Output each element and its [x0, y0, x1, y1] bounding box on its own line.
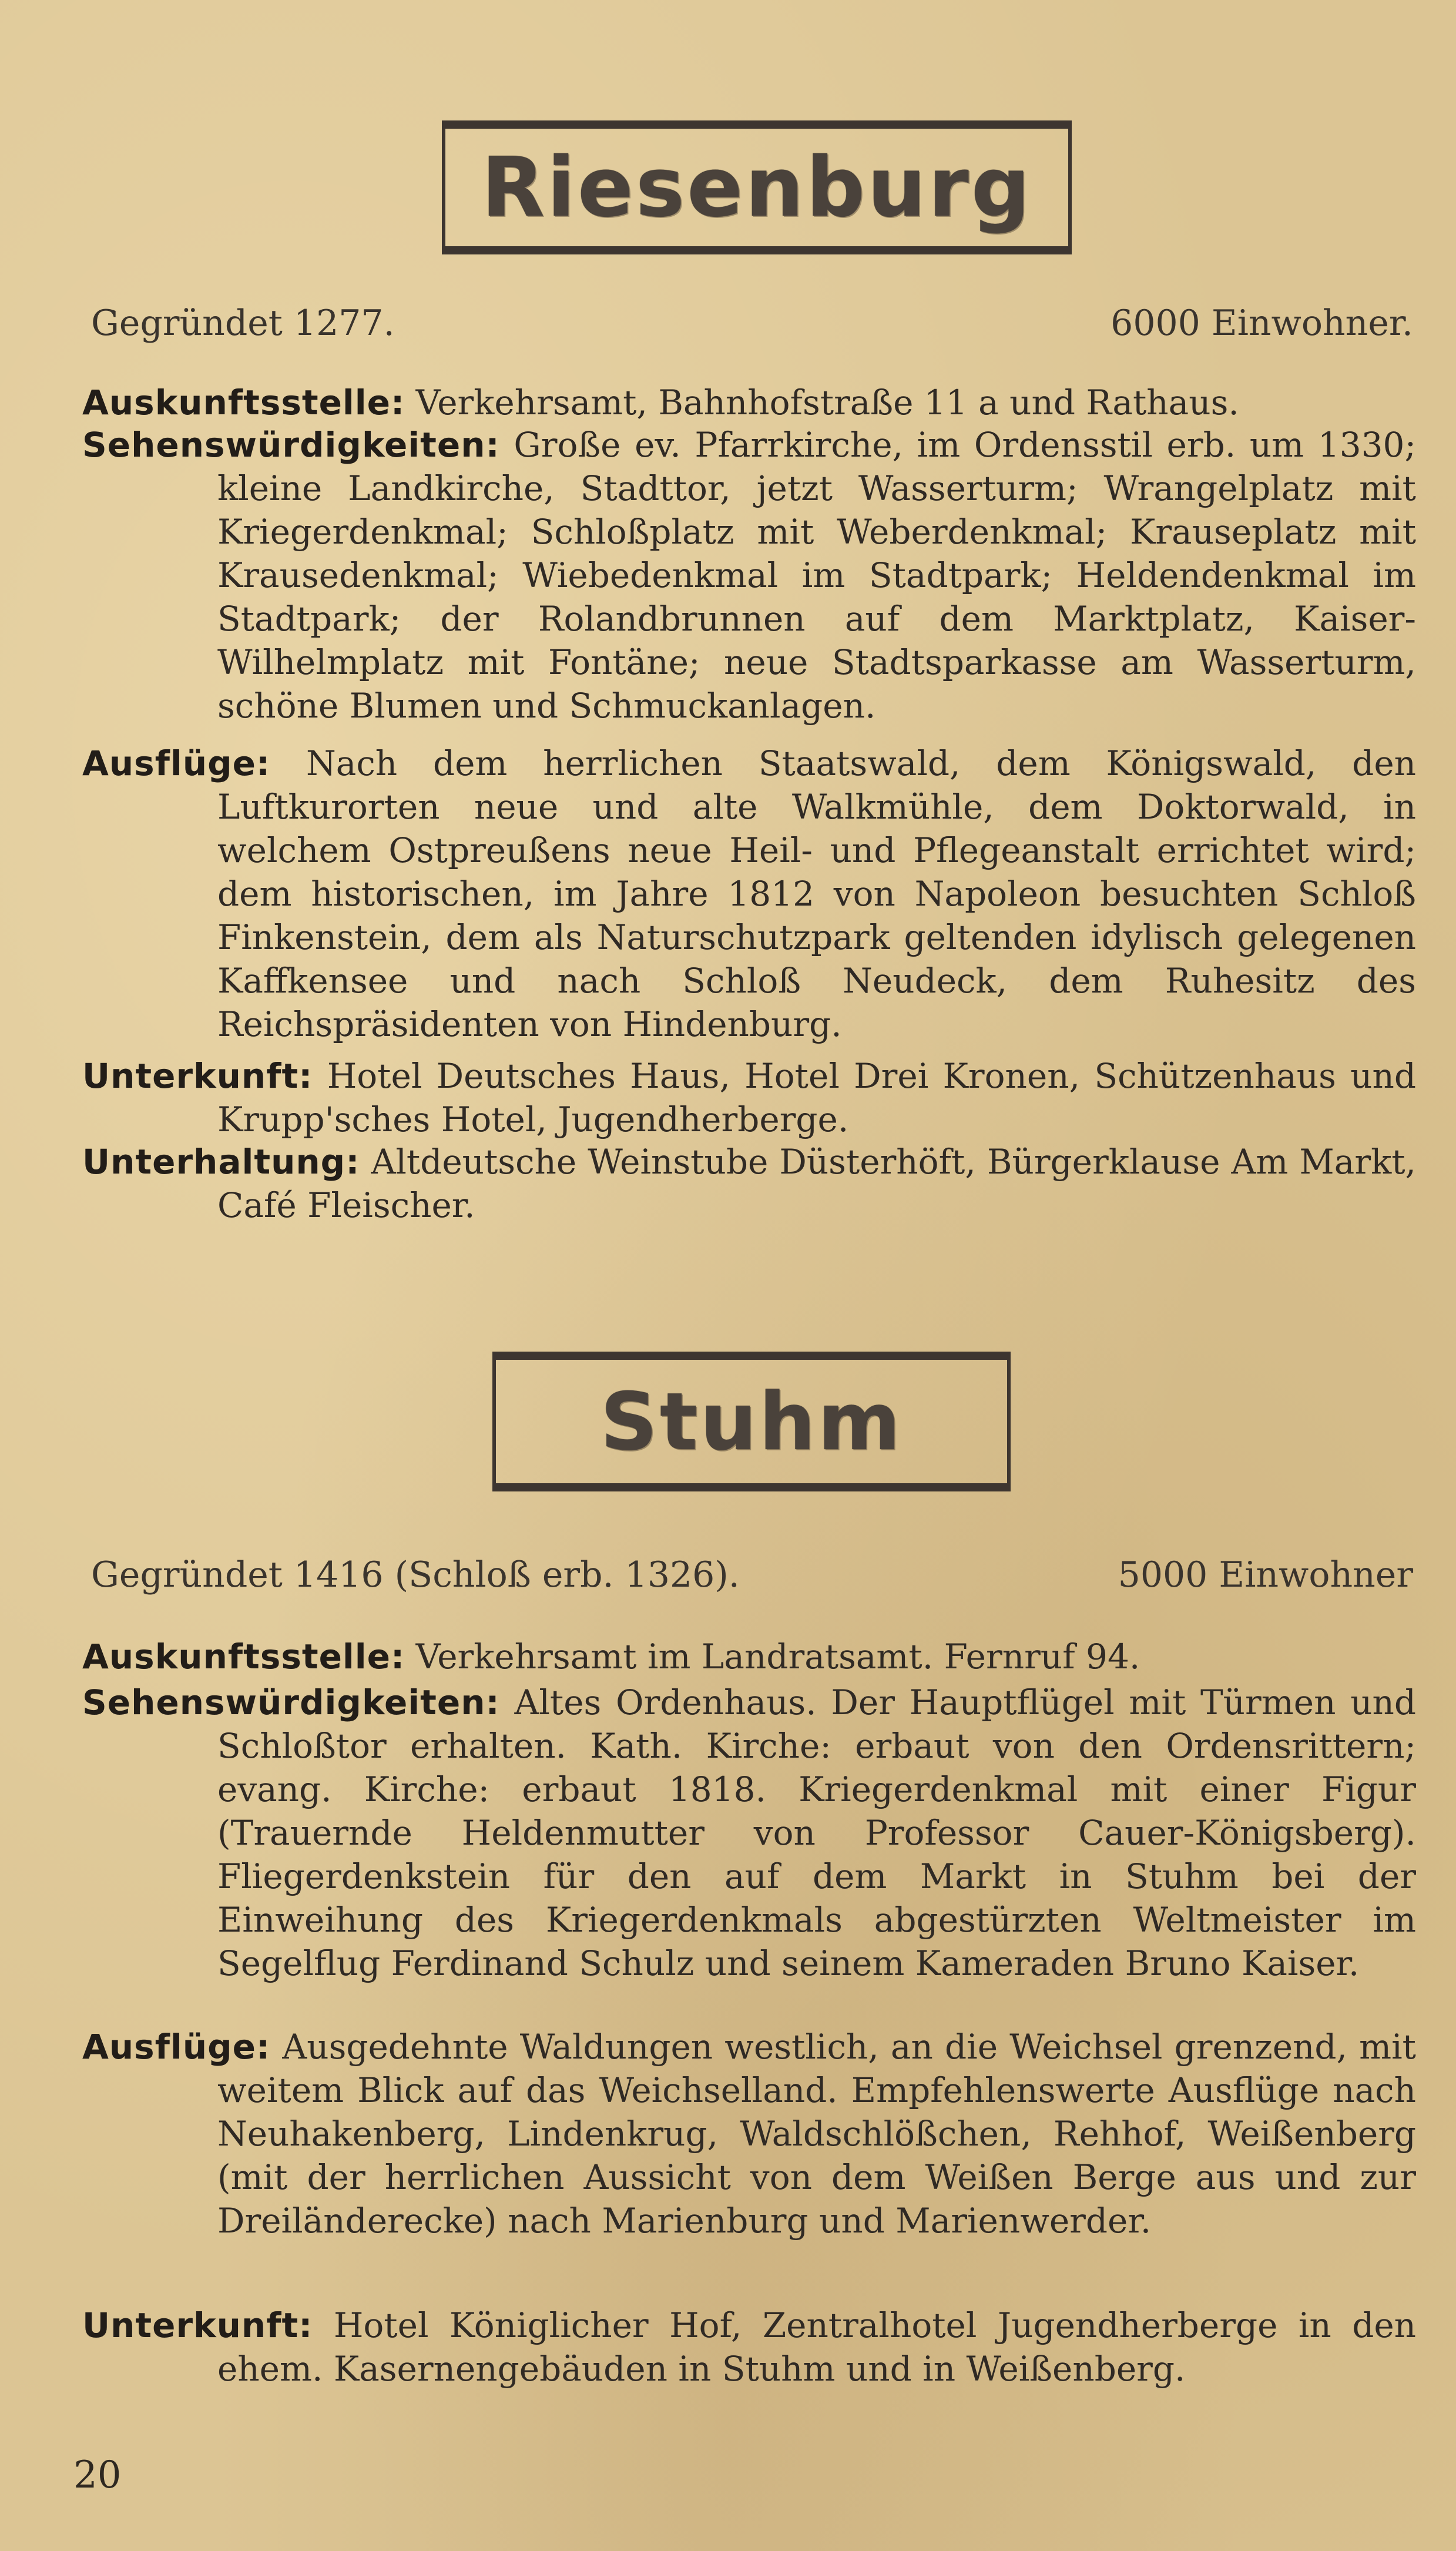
entry-label: Ausflüge:	[82, 2027, 271, 2067]
section-meta	[91, 300, 1413, 347]
entry-label: Unterhaltung:	[82, 1142, 360, 1182]
entry-info-office	[82, 1635, 1416, 1678]
entry-label: Unterkunft:	[82, 1056, 313, 1096]
entry-text: Nach dem herrlichen Staatswald, dem Königswald, den Luftkurorten neue und alte Walkmühle, dem Doktorwald, in welchem Ostpreußens neue Heil- und Pflegeanstalt errichtet wird; dem historischen, im Jahre 1812 von Napoleon besuchten Schloß Finkenstein, dem als Naturschutzpark geltenden idylisch gelegenen Kaffkensee und nach Schloß Neudeck, dem Ruhesitz des Reichspräsidenten von Hindenburg.	[217, 743, 1416, 1044]
entry-entertainment	[82, 1140, 1416, 1227]
section-title: Riesenburg	[481, 139, 1032, 236]
page-number: 20	[73, 2453, 122, 2497]
entry-info-office	[82, 381, 1416, 424]
population-text: 6000 Einwohner.	[1111, 303, 1413, 344]
section-title-box	[492, 1352, 1011, 1491]
population-text: 5000 Einwohner	[1118, 1554, 1413, 1595]
entry-text: Hotel Königlicher Hof, Zentralhotel Jugendherberge in den ehem. Kasernengebäuden in Stuhm und in Weißenberg.	[217, 2305, 1416, 2389]
entry-label: Ausflüge:	[82, 743, 271, 783]
entry-label: Sehenswürdigkeiten:	[82, 1682, 500, 1722]
entry-text: Ausgedehnte Waldungen westlich, an die Weichsel grenzend, mit weitem Blick auf das Weichselland. Empfehlenswerte Ausflüge nach Neuhakenberg, Lindenkrug, Waldschlößchen, Rehhof, Weißenberg (mit der herrlichen Aussicht von dem Weißen Berge aus und zur Dreiländerecke) nach Marienburg und Marienwerder.	[217, 2027, 1416, 2241]
entry-label: Auskunftsstelle:	[82, 1637, 405, 1677]
section-title: Stuhm	[600, 1375, 903, 1468]
section-title-box	[442, 120, 1072, 254]
entry-excursions	[82, 742, 1416, 1046]
entry-text: Hotel Deutsches Haus, Hotel Drei Kronen, Schützenhaus und Krupp'sches Hotel, Jugendherberge.	[217, 1056, 1417, 1139]
entry-label: Sehenswürdigkeiten:	[82, 425, 500, 465]
entry-text: Altes Ordenhaus. Der Hauptflügel mit Türmen und Schloßtor erhalten. Kath. Kirche: erbaut von den Ordensrittern; evang. Kirche: erbaut 1818. Kriegerdenkmal mit einer Figur (Trauernde Heldenmutter von Professor Cauer-Königsberg). Fliegerdenkstein für den auf dem Markt in Stuhm bei der Einweihung des Kriegerdenkmals abgestürzten Weltmeister im Segelflug Ferdinand Schulz und seinem Kameraden Bruno Kaiser.	[217, 1682, 1417, 1983]
entry-sights	[82, 423, 1416, 728]
entry-text: Verkehrsamt, Bahnhofstraße 11 a und Rathaus.	[415, 383, 1239, 423]
founded-text: Gegründet 1277.	[91, 303, 395, 344]
entry-excursions	[82, 2025, 1416, 2242]
entry-text: Altdeutsche Weinstube Düsterhöft, Bürgerklause Am Markt, Café Fleischer.	[217, 1142, 1416, 1225]
entry-text: Verkehrsamt im Landratsamt. Fernruf 94.	[415, 1637, 1140, 1677]
founded-text: Gegründet 1416 (Schloß erb. 1326).	[91, 1554, 740, 1595]
entry-label: Auskunftsstelle:	[82, 383, 405, 423]
entry-accommodation	[82, 2304, 1416, 2391]
entry-sights	[82, 1681, 1416, 1985]
entry-text: Große ev. Pfarrkirche, im Ordensstil erb. um 1330; kleine Landkirche, Stadttor, jetzt Wasserturm; Wrangelplatz mit Kriegerdenkmal; Schloßplatz mit Weberdenkmal; Krauseplatz mit Krausedenkmal; Wiebedenkmal im Stadtpark; Heldendenkmal im Stadtpark; der Rolandbrunnen auf dem Marktplatz, Kaiser-Wilhelmplatz mit Fontäne; neue Stadtsparkasse am Wasserturm, schöne Blumen und Schmuckanlagen.	[217, 425, 1416, 726]
section-meta	[91, 1551, 1413, 1598]
entry-accommodation	[82, 1054, 1416, 1141]
entry-label: Unterkunft:	[82, 2305, 313, 2345]
